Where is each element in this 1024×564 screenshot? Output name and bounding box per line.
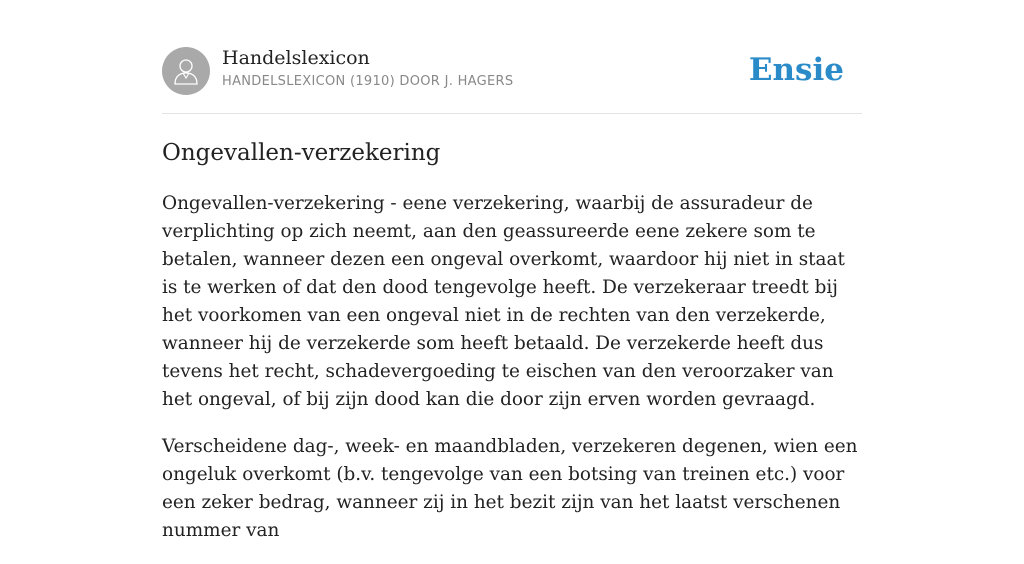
- header-divider: [162, 113, 862, 114]
- user-icon: [171, 56, 201, 86]
- entry-content: [162, 190, 862, 564]
- ensie-logo[interactable]: Ensie: [748, 52, 844, 88]
- entry-title: Ongevallen-verzekering: [162, 140, 441, 166]
- avatar[interactable]: [162, 47, 210, 95]
- paragraph: Ongevallen-verzekering - eene verzekering, waarbij de assuradeur de verplichting op zich neemt, aan den geassureerde eene zekere som te betalen, wanneer dezen een ongeval overkomt, waardoor hij niet in staat is te werken of dat den dood tengevolge heeft. De verzekeraar treedt bij het voorkomen van een ongeval niet in de rechten van den verzekerde, wanneer hij de verzekerde som heeft betaald. De verzekerde heeft dus tevens het recht, schadevergoeding te eischen van den veroorzaker van het ongeval, of bij zijn dood kan die door zijn erven worden gevraagd.: [162, 193, 845, 410]
- source-title-link[interactable]: Handelslexicon: [222, 47, 370, 69]
- source-header: [162, 46, 862, 96]
- source-subtitle: HANDELSLEXICON (1910) DOOR J. HAGERS: [222, 74, 514, 89]
- paragraph: Verscheidene dag-, week- en maandbladen, verzekeren degenen, wien een ongeluk overkomt (b.v. tengevolge van een botsing van treinen etc.) voor een zeker bedrag, wanneer zij in het bezit zijn van het laatst verschenen nummer van: [162, 436, 858, 541]
